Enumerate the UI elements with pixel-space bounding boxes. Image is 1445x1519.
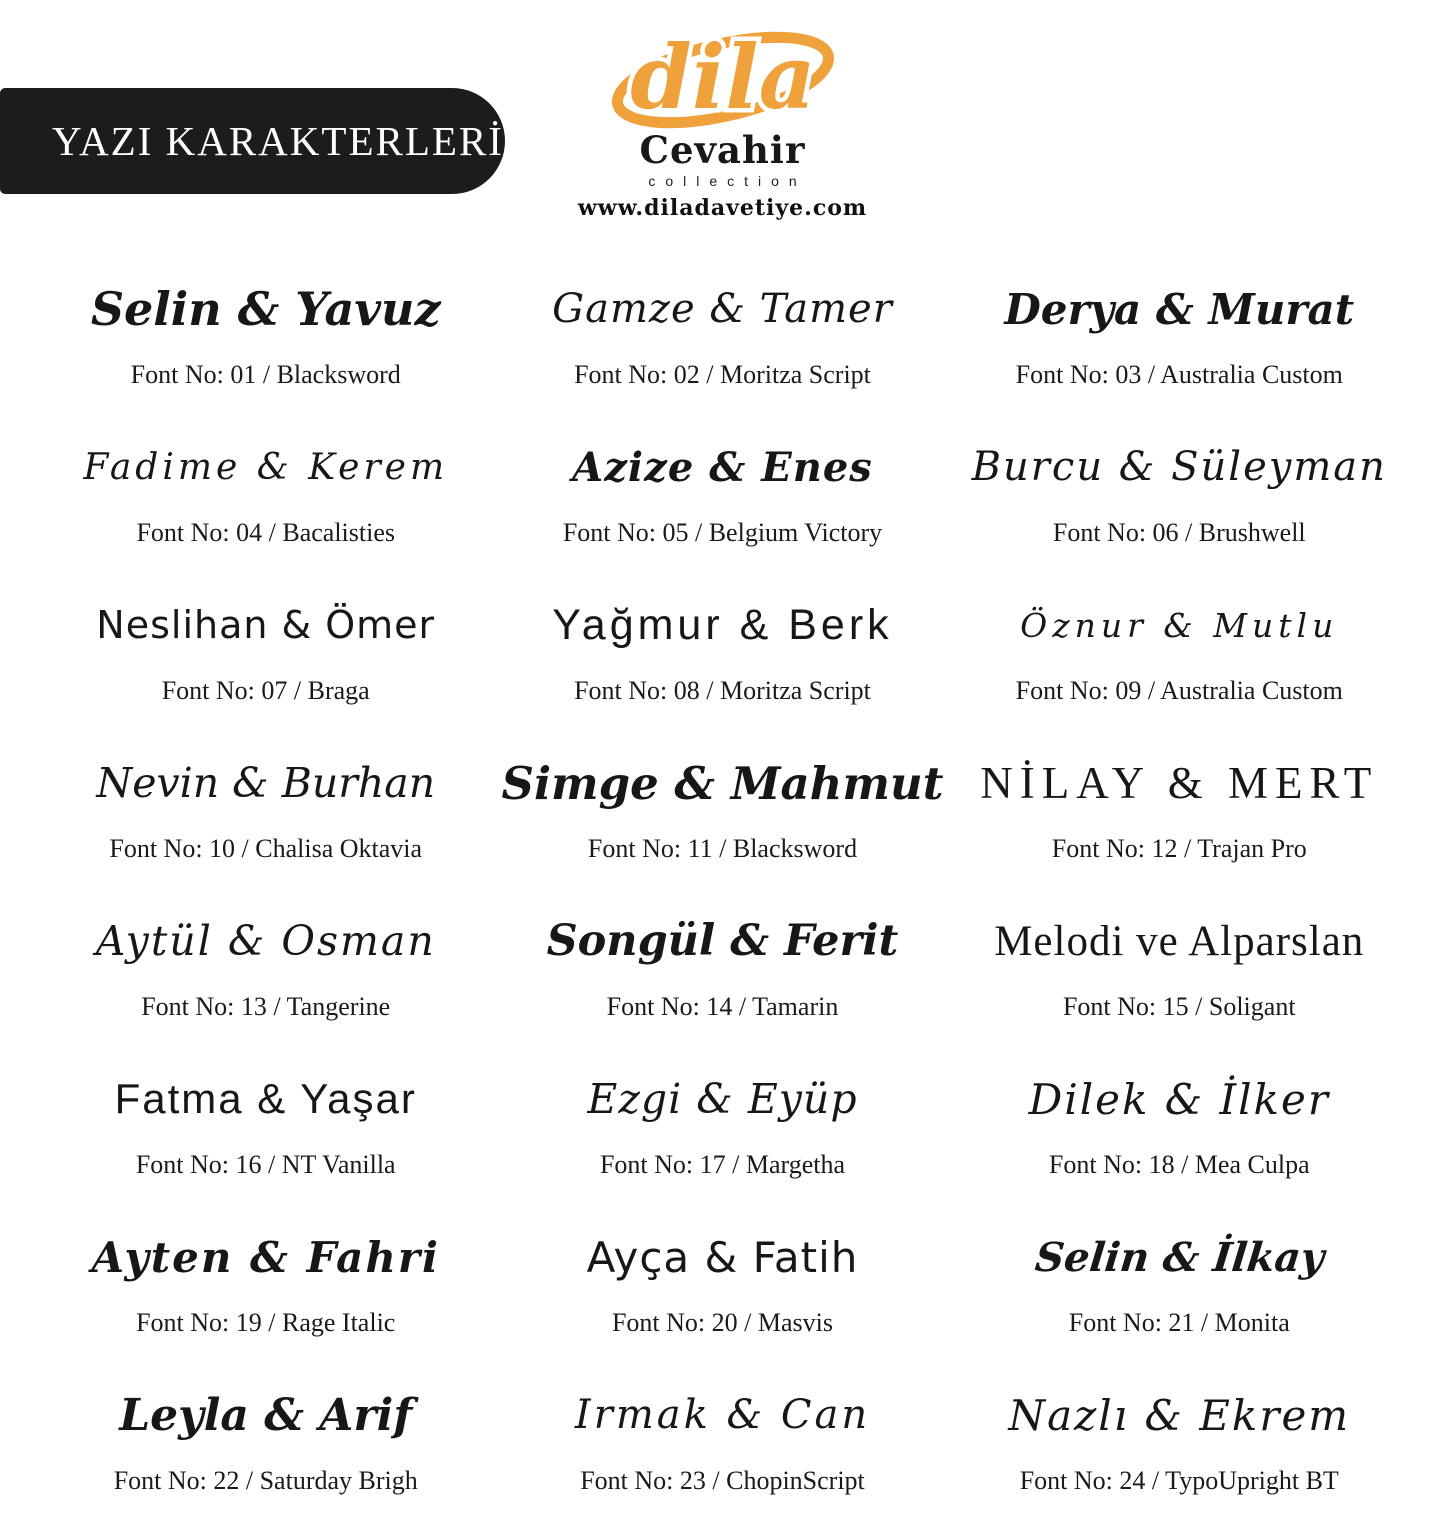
section-banner: [0, 88, 505, 194]
dila-logo-icon: [598, 22, 848, 142]
sample-font-label: Font No: 18 / Mea Culpa: [1048, 1150, 1310, 1179]
sample-couple-names: Melodi ve Alparslan: [994, 917, 1365, 965]
font-sample-03: [962, 268, 1397, 390]
sample-font-label: Font No: 14 / Tamarin: [606, 992, 839, 1021]
font-sample-18: [962, 1058, 1397, 1180]
sample-font-label: Font No: 03 / Australia Custom: [1015, 360, 1343, 389]
sample-couple-names: Irmak & Can: [574, 1392, 871, 1438]
font-sample-08: [501, 584, 943, 706]
sample-couple-names: Burcu & Süleyman: [971, 444, 1387, 490]
font-sample-17: [501, 1058, 943, 1180]
sample-couple-names: Azize & Enes: [572, 443, 873, 491]
font-sample-01: [48, 268, 483, 390]
sample-couple-names: Nevin & Burhan: [96, 759, 436, 807]
font-sample-22: [48, 1374, 483, 1496]
font-sample-13: [48, 900, 483, 1022]
sample-font-label: Font No: 17 / Margetha: [599, 1150, 846, 1179]
sample-couple-names: Simge & Mahmut: [501, 756, 944, 810]
sample-font-label: Font No: 24 / TypoUpright BT: [1019, 1466, 1339, 1495]
font-sample-19: [48, 1216, 483, 1338]
sample-couple-names: Neslihan & Ömer: [96, 603, 436, 647]
sample-font-label: Font No: 04 / Bacalisties: [136, 518, 395, 547]
sample-couple-names: Yağmur & Berk: [552, 600, 893, 649]
sample-couple-names: Selin & Yavuz: [90, 282, 441, 336]
font-sample-10: [48, 742, 483, 864]
sample-couple-names: Öznur & Mutlu: [1020, 605, 1339, 645]
font-sample-05: [501, 426, 943, 548]
sample-font-label: Font No: 02 / Moritza Script: [574, 360, 871, 389]
font-sample-11: [501, 742, 943, 864]
font-sample-09: [962, 584, 1397, 706]
sample-font-label: Font No: 11 / Blacksword: [587, 834, 858, 863]
font-sample-21: [962, 1216, 1397, 1338]
font-sample-24: [962, 1374, 1397, 1496]
sample-font-label: Font No: 09 / Australia Custom: [1015, 676, 1343, 705]
page-title: YAZI KARAKTERLERİ: [52, 118, 504, 164]
sample-couple-names: Ezgi & Eyüp: [587, 1075, 858, 1123]
font-sample-23: [501, 1374, 943, 1496]
brand-website: www.diladavetiye.com: [577, 195, 868, 221]
sub-brand-wordmark: Cevahir: [639, 128, 806, 172]
sample-font-label: Font No: 16 / NT Vanilla: [135, 1150, 396, 1179]
sample-couple-names: Nazlı & Ekrem: [1008, 1390, 1351, 1440]
sample-font-label: Font No: 07 / Braga: [161, 676, 370, 705]
sample-font-label: Font No: 19 / Rage Italic: [136, 1308, 396, 1337]
brand-wordmark: dila: [629, 25, 816, 129]
font-samples-grid: [48, 268, 1397, 1496]
sample-font-label: Font No: 05 / Belgium Victory: [562, 518, 883, 547]
sample-couple-names: Songül & Ferit: [546, 916, 899, 966]
font-sample-12: [962, 742, 1397, 864]
brand-logo: [553, 22, 893, 221]
sample-font-label: Font No: 01 / Blacksword: [130, 360, 401, 389]
sample-font-label: Font No: 12 / Trajan Pro: [1051, 834, 1307, 863]
font-sample-06: [962, 426, 1397, 548]
sample-couple-names: Fadime & Kerem: [83, 446, 449, 488]
sample-couple-names: Ayten & Fahri: [91, 1232, 440, 1282]
sample-couple-names: Fatma & Yaşar: [114, 1075, 417, 1122]
sample-couple-names: Aytül & Osman: [95, 917, 436, 965]
font-sample-14: [501, 900, 943, 1022]
sample-font-label: Font No: 20 / Masvis: [611, 1308, 833, 1337]
sample-font-label: Font No: 08 / Moritza Script: [574, 676, 871, 705]
font-sample-07: [48, 584, 483, 706]
sample-font-label: Font No: 21 / Monita: [1068, 1308, 1290, 1337]
sample-font-label: Font No: 06 / Brushwell: [1052, 518, 1306, 547]
font-sample-16: [48, 1058, 483, 1180]
sample-font-label: Font No: 23 / ChopinScript: [580, 1466, 865, 1495]
sample-couple-names: Gamze & Tamer: [552, 286, 893, 332]
font-sample-02: [501, 268, 943, 390]
sample-couple-names: Ayça & Fatih: [586, 1232, 859, 1282]
font-sample-15: [962, 900, 1397, 1022]
sample-couple-names: NİLAY & MERT: [980, 758, 1379, 808]
brand-tagline: collection: [648, 173, 807, 189]
sample-font-label: Font No: 13 / Tangerine: [141, 992, 391, 1021]
sample-couple-names: Dilek & İlker: [1028, 1074, 1330, 1124]
font-sample-04: [48, 426, 483, 548]
sample-couple-names: Selin & İlkay: [1032, 1233, 1327, 1281]
sample-couple-names: Derya & Murat: [1004, 284, 1355, 334]
sample-font-label: Font No: 10 / Chalisa Oktavia: [109, 834, 423, 863]
sample-font-label: Font No: 22 / Saturday Brigh: [113, 1466, 418, 1495]
sample-font-label: Font No: 15 / Soligant: [1062, 992, 1296, 1021]
font-sample-20: [501, 1216, 943, 1338]
sample-couple-names: Leyla & Arif: [119, 1389, 413, 1441]
